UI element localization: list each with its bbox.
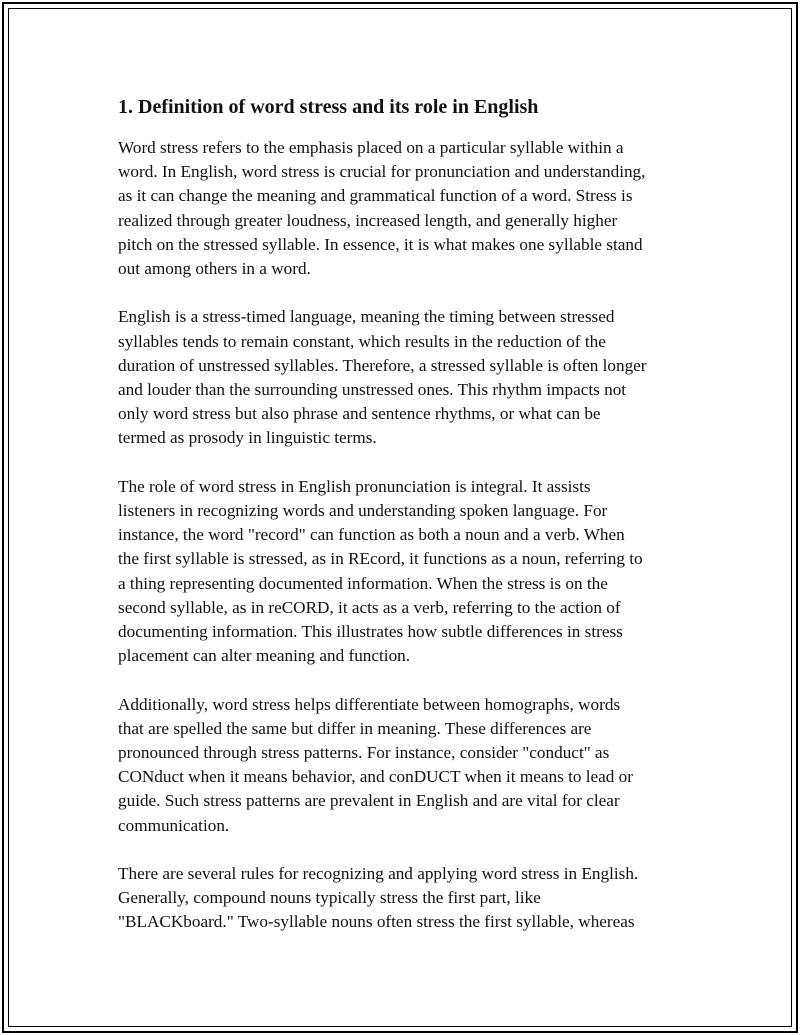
paragraph	[118, 693, 690, 838]
text-line: guide. Such stress patterns are prevalent in English and are vital for clear	[118, 791, 620, 811]
text-line: Additionally, word stress helps differentiate between homographs, words	[118, 694, 621, 714]
text-line: realized through greater loudness, increased length, and generally higher	[118, 210, 618, 230]
text-line: word. In English, word stress is crucial for pronunciation and understanding,	[118, 162, 646, 182]
text-line: documenting information. This illustrates how subtle differences in stress	[118, 622, 623, 642]
text-line: as it can change the meaning and grammatical function of a word. Stress is	[118, 186, 633, 206]
text-line: listeners in recognizing words and understanding spoken language. For	[118, 501, 608, 521]
document-body	[118, 94, 690, 959]
text-line: Word stress refers to the emphasis placed on a particular syllable within a	[118, 138, 624, 157]
paragraph-container	[118, 136, 690, 935]
text-line: instance, the word "record" can function as both a noun and a verb. When	[118, 525, 625, 545]
paragraph	[118, 475, 690, 669]
text-line: English is a stress-timed language, meaning the timing between stressed	[118, 307, 615, 327]
text-line: pronounced through stress patterns. For instance, consider "conduct" as	[118, 743, 610, 763]
text-line: that are spelled the same but differ in meaning. These differences are	[118, 718, 592, 738]
section-heading: 1. Definition of word stress and its role in English	[118, 96, 539, 118]
text-line: There are several rules for recognizing and applying word stress in English.	[118, 864, 639, 884]
text-line: out among others in a word.	[118, 259, 311, 279]
text-line: The role of word stress in English pronunciation is integral. It assists	[118, 476, 591, 496]
text-line: Generally, compound nouns typically stress the first part, like	[118, 888, 541, 908]
text-line: CONduct when it means behavior, and conDUCT when it means to lead or	[118, 767, 633, 787]
text-line: second syllable, as in reCORD, it acts as a verb, referring to the action of	[118, 597, 621, 617]
paragraph	[118, 862, 690, 935]
text-line: termed as prosody in linguistic terms.	[118, 428, 377, 448]
text-line: the first syllable is stressed, as in REcord, it functions as a noun, referring to	[118, 549, 643, 569]
text-line: duration of unstressed syllables. Therefore, a stressed syllable is often longer	[118, 355, 647, 375]
text-line: syllables tends to remain constant, which results in the reduction of the	[118, 331, 606, 351]
text-line: communication.	[118, 815, 230, 835]
paragraph	[118, 136, 690, 281]
text-line: only word stress but also phrase and sentence rhythms, or what can be	[118, 404, 601, 424]
paragraph	[118, 305, 690, 450]
text-line: "BLACKboard." Two-syllable nouns often stress the first syllable, whereas	[118, 912, 635, 932]
text-line: a thing representing documented information. When the stress is on the	[118, 573, 608, 593]
text-line: placement can alter meaning and function.	[118, 646, 411, 666]
text-line: and louder than the surrounding unstressed ones. This rhythm impacts not	[118, 380, 627, 400]
text-line: pitch on the stressed syllable. In essence, it is what makes one syllable stand	[118, 234, 643, 254]
